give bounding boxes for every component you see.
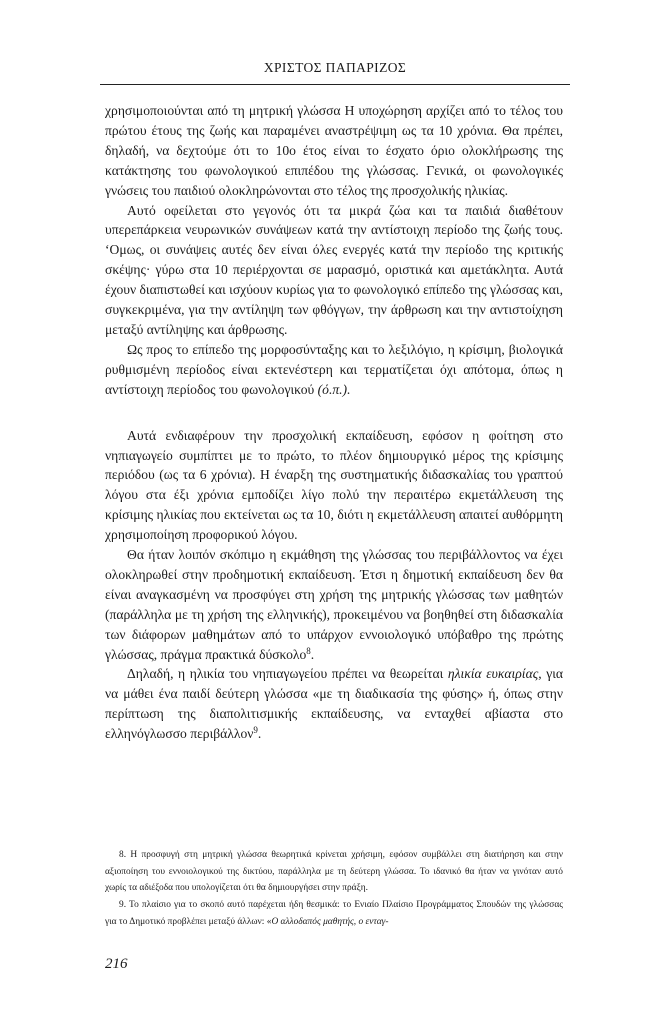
paragraph [105,340,563,400]
emphasis-term: ηλικία ευκαιρίας [447,666,539,682]
paragraph-end: . [310,646,315,662]
paragraph: χρησιμοποιούνται από τη μητρική γλώσσα Η υποχώρηση αρχίζει από το τέλος του πρώτου έτους της ζωής και παραμένει αναστρέψιμη ως τα 10 χρόνια. Θα πρέπει, δηλαδή, να δεχτούμε ότι το 10ο έτος είναι το έσχατο όριο ολοκλήρωσης της κατάκτησης του φωνολογικού επιπέδου της γλώσσας. Γενικά, οι φωνολογικές γνώσεις του παιδιού ολοκληρώνονται στο τέλος της προσχολικής ηλικίας. [105,103,563,198]
paragraph-text: Δηλαδή, η ηλικία του νηπιαγωγείου πρέπει να θεωρείται [127,666,448,682]
paragraph-end: . [257,726,262,742]
footnote-9 [105,897,563,930]
page-number: 216 [105,956,128,972]
paragraph [105,545,563,664]
main-text [105,101,563,744]
footnote-ref-9[interactable]: 9 [253,725,258,736]
paragraph: Αυτό οφείλεται στο γεγονός ότι τα μικρά ζώα και τα παιδιά διαθέτουν υπερεπάρκεια νευρωνικών συνάψεων κατά την αντίστοιχη περίοδο της ζωής τους. ‘Ομως, οι συνάψεις αυτές δεν είναι όλες ενεργές κατά την περίοδο της κριτικής σκέψης· γύρω στα 10 περιέρχονται σε μαρασμό, οριστικά και αμετάκλητα. Αυτά έχουν διαπιστωθεί και ισχύουν κυρίως για το φωνολογικό επίπεδο της γλώσσας και, συγκεκριμένα, για την αντίληψη των φθόγγων, την άρθρωση και την αντιστοίχηση μεταξύ αντίληψης και άρθρωσης. [105,202,563,337]
header-rule [100,84,570,85]
citation: (ό.π.). [317,381,351,397]
paragraph [105,664,563,744]
paragraph-text: Ως προς το επίπεδο της μορφοσύνταξης και το λεξιλόγιο, η κρίσιμη, βιολογικά ρυθμισμένη περίοδος είναι εκτενέστερη και τερματίζεται όχι απότομα, όπως η αντίστοιχη περίοδος του φωνολογικού [105,341,563,397]
paragraph-gap [105,400,563,426]
paragraph: Αυτά ενδιαφέρουν την προσχολική εκπαίδευση, εφόσον η φοίτηση στο νηπιαγωγείο συμπίπτει με το πρώτο, το πλέον δημιουργικό μέρος της κρίσιμης περιόδου (ως τα 6 χρόνια). Η έναρξη της συστηματικής διδασκαλίας του γραπτού λόγου στα έξι χρόνια εμποδίζει λίγο πολύ την περαιτέρω εκμετάλλευση της κρίσιμης ηλικίας που εκτείνεται ως τα 10, διότι η εκμετάλλευση απαιτεί αυθόρμητη χρησιμοποίηση προφορικού λόγου. [105,427,563,543]
footnote-text: 9. Το πλαίσιο για το σκοπό αυτό παρέχεται ήδη θεσμικά: το Ενιαίο Πλαίσιο Προγράμματος Σπουδών της γλώσσας για το Δημοτικό προβλέπει μεταξύ άλλων: « [105,900,563,927]
footnote-quote: Ο αλλοδαπός μαθητής, ο ενταγ- [271,916,389,927]
footnote-ref-8[interactable]: 8 [306,645,311,656]
paragraph-text: , για να μάθει ένα παιδί δεύτερη γλώσσα «με τη διαδικασία της φύσης» ή, όπως στην περίπτωση της διαπολιτισμικής εκπαίδευσης, να ενταχθεί αβίαστα στο ελληνόγλωσσο περιβάλλον [105,666,563,742]
footnote-8: 8. Η προσφυγή στη μητρική γλώσσα θεωρητικά κρίνεται χρήσιμη, εφόσον συμβάλλει στη διατήρηση και στην αξιοποίηση του εννοιολογικού της δικτύου, παράλληλα με τη δεύτερη γλώσσα. Το ιδανικό θα ήταν να γινόταν αυτό χωρίς τα αδιέξοδα που υπολογίζεται ότι θα δημιουργήσει στην πράξη. [105,850,563,894]
paragraph-text: Θα ήταν λοιπόν σκόπιμο η εκμάθηση της γλώσσας του περιβάλλοντος να έχει ολοκληρωθεί στην προδημοτική εκπαίδευση. Έτσι η δημοτική εκπαίδευση δεν θα είναι αναγκασμένη να προσφύγει στη χρήση της μητρικής γλώσσας των μαθητών (παράλληλα με τη χρήση της ελληνικής), προκειμένου να βοηθηθεί στη διδασκαλία των διάφορων μαθημάτων από το υπάρχον εννοιολογικό υπόβαθρο της πρώτης γλώσσας, πράγμα πρακτικά δύσκολο [105,547,563,662]
footnotes [105,847,563,931]
running-header: ΧΡΙΣΤΟΣ ΠΑΠΑΡΙΖΟΣ [263,60,407,75]
